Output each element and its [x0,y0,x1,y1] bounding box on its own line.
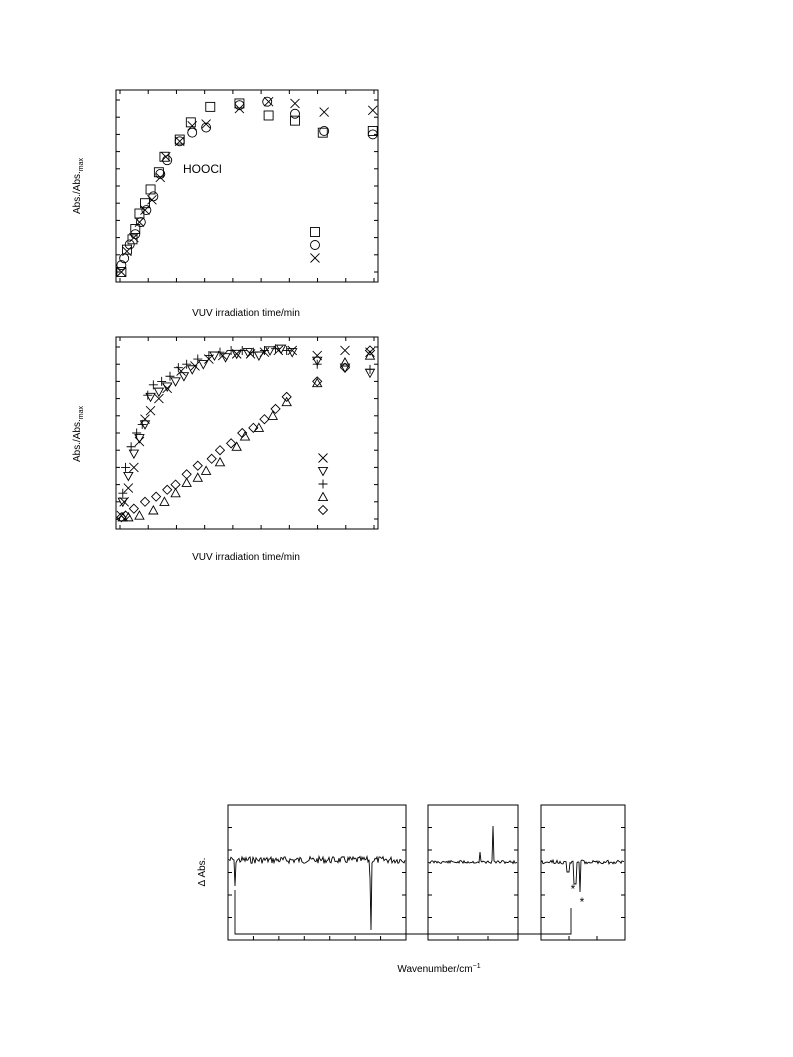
chart2-point-diamond [141,497,150,506]
chart1-point-circle [136,218,145,227]
chart2-point-x [124,484,133,493]
chart2-point-triangle-down [163,383,172,391]
chart2-ylabel [72,405,85,462]
chart2-point-diamond [171,480,180,489]
chart3-panel-left [228,805,406,940]
chart-spectra [197,805,625,975]
chart1-point-square [122,245,131,254]
chart2-point-plus [143,391,152,400]
chart1-legend-marker-circle [311,241,320,250]
chart2-legend-marker-triangle-up [319,493,328,501]
chart2-point-triangle-up [182,478,191,486]
chart3-trace-middle [429,826,517,864]
chart3-trace-left [229,857,405,931]
chart1-ylabel [72,157,85,214]
chart2-point-x [146,406,155,415]
chart1-point-x [291,99,300,108]
chart2-point-plus [182,360,191,369]
chart2-point-x [135,437,144,446]
chart1-point-circle [263,97,272,106]
chart1-legend [311,228,320,263]
chart2-point-diamond [193,461,202,470]
chart2-point-triangle-up [193,473,202,481]
chart1-ylabel-main: Abs./Abs. [72,171,83,215]
chart3-asterisk-1: * [570,882,576,896]
chart2-point-diamond [152,492,161,501]
chart1-legend-marker-x [311,254,320,263]
chart3-xlabel-main: Wavenumber/cm [397,964,473,975]
chart2-point-triangle-up [232,442,241,450]
chart2-point-triangle-up [202,466,211,474]
chart1-point-square [264,111,273,120]
chart2-point-plus [193,355,202,364]
chart3-panel-middle [428,805,518,940]
chart2-point-triangle-down [124,472,133,480]
chart2-point-triangle-up [160,497,169,505]
chart2-point-x [341,346,350,355]
chart2-legend [319,454,328,515]
chart1-marks [117,97,377,276]
chart2-point-plus [157,377,166,386]
chart2-marks [117,344,375,522]
chart2-point-x [129,463,138,472]
chart2-point-plus [166,372,175,381]
chart-hoocl [72,90,378,319]
chart3-connector-line [235,890,571,934]
chart2-legend-marker-x [319,454,328,463]
chart2-point-triangle-up [171,489,180,497]
chart1-point-x [320,108,329,117]
chart3-xlabel-sup: −1 [472,963,481,970]
chart2-point-diamond [260,415,269,424]
chart2-ylabel-sub: max [78,405,85,420]
chart1-xlabel: VUV irradiation time/min [192,308,300,319]
chart1-point-x [368,106,377,115]
chart1-legend-marker-square [311,228,320,237]
chart1-point-circle [163,156,172,165]
chart3-panel-right [541,805,625,940]
chart2-legend-marker-triangle-down [319,467,328,475]
chart2-point-diamond [129,504,138,513]
chart2-point-plus [132,429,141,438]
chart2-point-diamond [121,511,130,520]
chart2-point-diamond [207,454,216,463]
chart3-ylabel: Δ Abs. [197,857,208,887]
chart2-point-triangle-up [241,432,250,440]
chart2-point-plus [313,360,322,369]
chart2-point-triangle-down [341,364,350,372]
chart2-point-plus [121,463,130,472]
chart1-point-circle [291,109,300,118]
chart-second [72,337,378,563]
chart2-point-triangle-down [171,378,180,386]
chart2-point-triangle-down [188,366,197,374]
chart2-point-triangle-up [135,511,144,519]
chart1-point-square [135,209,144,218]
chart2-point-triangle-up [149,506,158,514]
chart2-point-triangle-down [288,349,297,357]
chart1-point-square [206,102,215,111]
chart3-xlabel [397,963,480,975]
chart2-point-diamond [163,485,172,494]
chart2-point-triangle-up [216,458,225,466]
chart1-point-circle [149,192,158,201]
chart1-point-x [147,195,156,204]
chart2-point-triangle-down [254,352,263,360]
chart2-ylabel-main: Abs./Abs. [72,419,83,463]
chart2-point-diamond [182,470,191,479]
chart1-ylabel-sub: max [78,157,85,172]
chart2-legend-marker-diamond [319,506,328,515]
chart3-asterisk-2: * [579,895,585,909]
chart2-point-plus [282,346,291,355]
chart2-legend-marker-plus [319,480,328,489]
chart2-xlabel: VUV irradiation time/min [192,552,300,563]
chart1-point-circle [142,206,151,215]
chart2-point-triangle-up [341,358,350,366]
chart2-point-diamond [216,446,225,455]
chart3-ticks [228,828,625,941]
chart1-point-circle [131,230,140,239]
chart3-trace-right [542,860,624,892]
chart1-annotation: HOOCl [183,162,222,176]
chart1-point-square [186,118,195,127]
